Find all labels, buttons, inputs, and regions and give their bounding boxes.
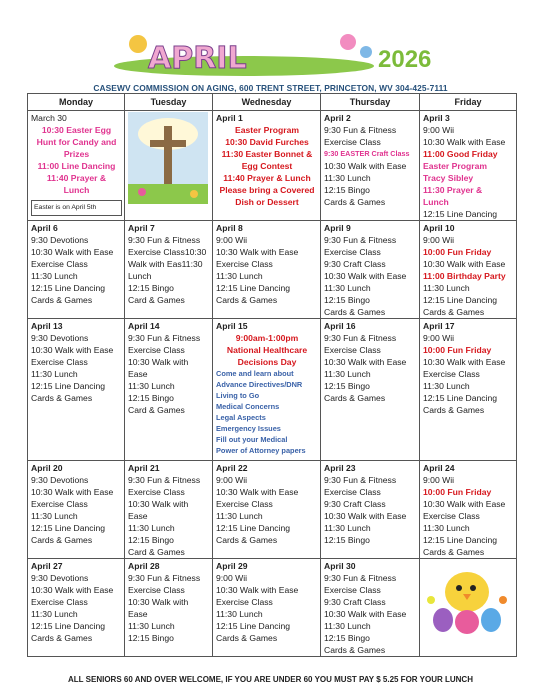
weekday-header-row bbox=[28, 94, 517, 111]
event-line: Cards & Games bbox=[423, 547, 485, 557]
event-line: 9:00 Wii bbox=[423, 333, 455, 343]
event-line: Cards & Games bbox=[324, 645, 386, 655]
day-date: April 6 bbox=[31, 223, 58, 233]
banner-letters: APRIL bbox=[148, 41, 247, 76]
event-line: 12:15 Line Dancing bbox=[31, 381, 106, 391]
day-date: April 17 bbox=[423, 321, 455, 331]
calendar-header bbox=[0, 0, 541, 92]
event-line: Ease bbox=[128, 511, 148, 521]
day-cell-apr27 bbox=[28, 559, 125, 657]
event-line: 9:30 Fun & Fitness bbox=[128, 573, 201, 583]
event-line: 11:30 Lunch bbox=[128, 381, 175, 391]
event-line: Egg Contest bbox=[241, 161, 293, 171]
event-line: Exercise Class bbox=[128, 585, 185, 595]
day-date: April 16 bbox=[324, 321, 356, 331]
event-line: 12:15 Bingo bbox=[324, 633, 370, 643]
event-line: Easter Program bbox=[234, 125, 299, 135]
day-cell-apr20 bbox=[28, 461, 125, 559]
calendar-grid bbox=[27, 93, 517, 657]
event-line: Ease bbox=[128, 609, 148, 619]
event-title: Decisions Day bbox=[237, 357, 297, 367]
event-line: 10:30 Walk with Ease bbox=[324, 511, 407, 521]
event-line: 10:30 Walk with Ease bbox=[423, 259, 506, 269]
event-line: 11:00 Line Dancing bbox=[37, 161, 116, 171]
event-line: 11:30 Lunch bbox=[216, 271, 263, 281]
event-line: Exercise Class bbox=[31, 597, 88, 607]
event-line: 9:30 Fun & Fitness bbox=[324, 235, 397, 245]
event-line: Exercise Class10:30 bbox=[128, 247, 207, 257]
info-line: Legal Aspects bbox=[216, 413, 266, 422]
event-line: 11:30 Lunch bbox=[31, 271, 78, 281]
event-line: 9:30 Devotions bbox=[31, 573, 89, 583]
event-line: Cards & Games bbox=[31, 633, 93, 643]
event-line: 11:30 Easter Bonnet & bbox=[221, 149, 313, 159]
event-time: 9:00am-1:00pm bbox=[235, 333, 299, 343]
event-line: 11:40 Prayer & Lunch bbox=[223, 173, 311, 183]
event-line: 10:30 Walk with Ease bbox=[423, 499, 506, 509]
event-line: 12:15 Line Dancing bbox=[423, 295, 498, 305]
event-line: Cards & Games bbox=[324, 393, 386, 403]
event-line: Exercise Class bbox=[324, 585, 381, 595]
event-line: Lunch bbox=[423, 197, 449, 207]
event-line: Exercise Class bbox=[31, 357, 88, 367]
event-line: Exercise Class bbox=[128, 487, 185, 497]
day-cell-apr29 bbox=[213, 559, 321, 657]
event-line: 10:30 Walk with bbox=[128, 357, 189, 367]
day-date: April 10 bbox=[423, 223, 455, 233]
event-line: 11:30 Lunch bbox=[423, 523, 470, 533]
day-cell-apr6 bbox=[28, 221, 125, 319]
event-line: 12:15 Line Dancing bbox=[31, 283, 106, 293]
event-line: 9:30 Craft Class bbox=[324, 259, 386, 269]
event-line: 12:15 Bingo bbox=[128, 393, 174, 403]
event-line: 12:15 Line Dancing bbox=[216, 621, 291, 631]
event-line: 11:30 Lunch bbox=[31, 369, 78, 379]
event-line: 11:30 Lunch bbox=[216, 609, 263, 619]
event-line: 11:30 Lunch bbox=[31, 609, 78, 619]
event-line: Cards & Games bbox=[216, 295, 278, 305]
event-line: 12:15 Line Dancing bbox=[423, 209, 498, 219]
day-cell-apr30 bbox=[321, 559, 420, 657]
day-date: April 24 bbox=[423, 463, 455, 473]
event-line: Ease bbox=[128, 369, 148, 379]
event-line: 12:15 Bingo bbox=[128, 633, 174, 643]
event-line: 11:30 Lunch bbox=[31, 511, 78, 521]
day-date: April 22 bbox=[216, 463, 248, 473]
event-line: Easter Program bbox=[423, 161, 488, 171]
organization-subtitle: CASEWV COMMISSION ON AGING, 600 TRENT STREET, PRINCETON, WV 304-425-7111 bbox=[93, 83, 448, 93]
event-line: 9:00 Wii bbox=[423, 125, 455, 135]
event-line: Cards & Games bbox=[216, 535, 278, 545]
event-line: Dish or Dessert bbox=[235, 197, 299, 207]
event-line: Hunt for Candy and bbox=[36, 137, 117, 147]
event-line: 9:30 Fun & Fitness bbox=[128, 333, 201, 343]
event-line: 12:15 Line Dancing bbox=[31, 523, 106, 533]
event-line: 9:30 Devotions bbox=[31, 475, 89, 485]
easter-note: Easter is on April 5th bbox=[31, 200, 122, 216]
event-line: 9:30 Fun & Fitness bbox=[128, 475, 201, 485]
event-line: Cards & Games bbox=[324, 307, 386, 317]
day-cell-apr15 bbox=[213, 319, 321, 461]
event-line: 9:00 Wii bbox=[216, 573, 248, 583]
event-line: 11:30 Lunch bbox=[423, 381, 470, 391]
event-line: 9:30 Fun & Fitness bbox=[324, 125, 397, 135]
year-label: 2026 bbox=[378, 46, 432, 73]
event-line: 10:30 Walk with Ease bbox=[216, 247, 299, 257]
day-date: April 21 bbox=[128, 463, 160, 473]
easter-cross-image bbox=[128, 112, 208, 204]
event-line: 10:30 Walk with Ease bbox=[423, 137, 506, 147]
event-line: 10:30 Walk with bbox=[128, 499, 189, 509]
event-line: 10:30 Walk with Ease bbox=[324, 271, 407, 281]
event-line: Exercise Class bbox=[216, 259, 273, 269]
event-line: Lunch bbox=[128, 271, 152, 281]
event-line: 11:40 Prayer & bbox=[46, 173, 107, 183]
event-line: 9:30 Fun & Fitness bbox=[324, 573, 397, 583]
event-line: Cards & Games bbox=[31, 393, 93, 403]
day-cell-mar31 bbox=[125, 111, 213, 221]
event-line: Exercise Class bbox=[128, 345, 185, 355]
info-line: Power of Attorney papers bbox=[216, 446, 306, 455]
event-line: 10:30 Walk with Ease bbox=[31, 585, 114, 595]
weekday-friday: Friday bbox=[420, 94, 517, 111]
day-cell-apr1 bbox=[213, 111, 321, 221]
week-row bbox=[28, 111, 517, 221]
day-cell-mar30 bbox=[28, 111, 125, 221]
weekday-tuesday: Tuesday bbox=[125, 94, 213, 111]
day-cell-apr23 bbox=[321, 461, 420, 559]
event-line: 11:30 Lunch bbox=[216, 511, 263, 521]
event-line: 11:30 Lunch bbox=[324, 523, 371, 533]
day-date: April 15 bbox=[216, 321, 248, 331]
event-line: 12:15 Bingo bbox=[128, 535, 174, 545]
event-line: 11:00 Good Friday bbox=[423, 149, 498, 159]
day-cell-apr13 bbox=[28, 319, 125, 461]
event-line: 11:30 Lunch bbox=[128, 523, 175, 533]
day-cell-apr9 bbox=[321, 221, 420, 319]
day-date: April 20 bbox=[31, 463, 63, 473]
event-line: Card & Games bbox=[128, 295, 185, 305]
event-line: Exercise Class bbox=[216, 597, 273, 607]
day-date: April 9 bbox=[324, 223, 351, 233]
day-cell-may1-blank bbox=[420, 559, 517, 657]
event-line: Prizes bbox=[63, 149, 90, 159]
event-line: 9:00 Wii bbox=[423, 475, 455, 485]
event-line: 12:15 Line Dancing bbox=[423, 535, 498, 545]
event-line: 10:00 Fun Friday bbox=[423, 345, 492, 355]
event-line: 10:30 Walk with Ease bbox=[31, 345, 114, 355]
event-line: 12:15 Bingo bbox=[128, 283, 174, 293]
event-line: Exercise Class bbox=[324, 487, 381, 497]
event-line: 10:30 Walk with Ease bbox=[31, 247, 114, 257]
event-line: 9:00 Wii bbox=[423, 235, 455, 245]
event-line: Cards & Games bbox=[31, 535, 93, 545]
event-line: Card & Games bbox=[128, 405, 185, 415]
day-date: April 14 bbox=[128, 321, 160, 331]
event-line: 11:30 Prayer & bbox=[423, 185, 483, 195]
day-cell-apr16 bbox=[321, 319, 420, 461]
day-date: April 13 bbox=[31, 321, 63, 331]
day-cell-apr3 bbox=[420, 111, 517, 221]
event-line: 10:30 David Furches bbox=[225, 137, 309, 147]
day-cell-apr28 bbox=[125, 559, 213, 657]
event-line: 10:30 Walk with bbox=[128, 597, 189, 607]
event-line: Exercise Class bbox=[216, 499, 273, 509]
event-line: Cards & Games bbox=[216, 633, 278, 643]
event-line: 10:30 Walk with Ease bbox=[216, 585, 299, 595]
event-line: 10:30 Walk with Ease bbox=[324, 161, 407, 171]
event-line: 12:15 Line Dancing bbox=[216, 283, 291, 293]
day-date: April 29 bbox=[216, 561, 248, 571]
event-line: 9:30 Devotions bbox=[31, 235, 89, 245]
day-cell-apr17 bbox=[420, 319, 517, 461]
event-line: Tracy Sibley bbox=[423, 173, 474, 183]
event-line: 10:30 Easter Egg bbox=[41, 125, 112, 135]
week-row bbox=[28, 221, 517, 319]
day-cell-apr10 bbox=[420, 221, 517, 319]
event-line: 11:30 Lunch bbox=[324, 283, 371, 293]
day-cell-apr8 bbox=[213, 221, 321, 319]
day-date: March 30 bbox=[31, 113, 67, 123]
event-line: 9:30 EASTER Craft Class bbox=[324, 149, 410, 158]
event-line: 11:30 Lunch bbox=[324, 621, 371, 631]
event-line: 10:00 Fun Friday bbox=[423, 247, 492, 257]
event-line: Exercise Class bbox=[423, 511, 480, 521]
event-line: 9:00 Wii bbox=[216, 475, 248, 485]
event-line: 12:15 Line Dancing bbox=[31, 621, 106, 631]
day-date: April 23 bbox=[324, 463, 356, 473]
info-line: Advance Directives/DNR bbox=[216, 380, 303, 389]
event-line: 12:15 Bingo bbox=[324, 535, 370, 545]
event-line: Cards & Games bbox=[31, 295, 93, 305]
event-line: Cards & Games bbox=[324, 197, 386, 207]
event-line: Exercise Class bbox=[324, 345, 381, 355]
event-line: 9:30 Fun & Fitness bbox=[128, 235, 201, 245]
info-line: Medical Concerns bbox=[216, 402, 280, 411]
day-date: April 30 bbox=[324, 561, 356, 571]
weekday-thursday: Thursday bbox=[321, 94, 420, 111]
event-line: 11:30 Lunch bbox=[324, 369, 371, 379]
event-line: 10:30 Walk with Ease bbox=[216, 487, 299, 497]
event-line: 11:30 Lunch bbox=[423, 283, 470, 293]
day-date: April 2 bbox=[324, 113, 351, 123]
april-banner-graphic bbox=[108, 30, 380, 76]
day-date: April 28 bbox=[128, 561, 160, 571]
event-line: 12:15 Bingo bbox=[324, 185, 370, 195]
day-date: April 7 bbox=[128, 223, 155, 233]
day-date: April 3 bbox=[423, 113, 450, 123]
lunch-policy-footer: ALL SENIORS 60 AND OVER WELCOME, IF YOU ARE UNDER 60 YOU MUST PAY $ 5.25 FOR YOUR LUNCH bbox=[68, 675, 473, 684]
event-line: 9:30 Fun & Fitness bbox=[324, 475, 397, 485]
event-line: 10:30 Walk with Ease bbox=[324, 357, 407, 367]
event-title: National Healthcare bbox=[226, 345, 308, 355]
day-cell-apr22 bbox=[213, 461, 321, 559]
event-line: Exercise Class bbox=[324, 137, 381, 147]
event-line: Please bring a Covered bbox=[219, 185, 315, 195]
event-line: 10:00 Fun Friday bbox=[423, 487, 492, 497]
event-line: 10:30 Walk with Ease bbox=[31, 487, 114, 497]
event-line: 12:15 Line Dancing bbox=[216, 523, 291, 533]
info-line: Fill out your Medical bbox=[216, 435, 288, 444]
day-cell-apr2 bbox=[321, 111, 420, 221]
info-line: Come and learn about bbox=[216, 369, 294, 378]
day-date: April 27 bbox=[31, 561, 63, 571]
day-cell-apr14 bbox=[125, 319, 213, 461]
event-line: 11:30 Lunch bbox=[128, 621, 175, 631]
info-line: Living to Go bbox=[216, 391, 260, 400]
week-row bbox=[28, 559, 517, 657]
event-line: 12:15 Bingo bbox=[324, 381, 370, 391]
day-cell-apr7 bbox=[125, 221, 213, 319]
event-line: Lunch bbox=[63, 185, 90, 195]
day-cell-apr24 bbox=[420, 461, 517, 559]
day-cell-apr21 bbox=[125, 461, 213, 559]
event-line: 11:30 Lunch bbox=[324, 173, 371, 183]
event-line: 10:30 Walk with Ease bbox=[423, 357, 506, 367]
easter-chick-image bbox=[423, 560, 511, 636]
event-line: Cards & Games bbox=[423, 405, 485, 415]
event-line: Exercise Class bbox=[324, 247, 381, 257]
weekday-monday: Monday bbox=[28, 94, 125, 111]
event-line: Walk with Eas11:30 bbox=[128, 259, 203, 269]
day-date: April 8 bbox=[216, 223, 243, 233]
event-line: 12:15 Bingo bbox=[324, 295, 370, 305]
event-line: 9:00 Wii bbox=[216, 235, 248, 245]
event-line: 11:00 Birthday Party bbox=[423, 271, 506, 281]
day-date: April 1 bbox=[216, 113, 243, 123]
event-line: 12:15 Line Dancing bbox=[423, 393, 498, 403]
event-line: 9:30 Fun & Fitness bbox=[324, 333, 397, 343]
event-line: 10:30 Walk with Ease bbox=[324, 609, 407, 619]
event-line: 9:30 Craft Class bbox=[324, 597, 386, 607]
event-line: Exercise Class bbox=[423, 369, 480, 379]
week-row bbox=[28, 461, 517, 559]
weekday-wednesday: Wednesday bbox=[213, 94, 321, 111]
event-line: 9:30 Devotions bbox=[31, 333, 89, 343]
event-line: Cards & Games bbox=[423, 307, 485, 317]
event-line: Exercise Class bbox=[31, 259, 88, 269]
info-line: Emergency Issues bbox=[216, 424, 281, 433]
event-line: 9:30 Craft Class bbox=[324, 499, 386, 509]
week-row bbox=[28, 319, 517, 461]
event-line: Exercise Class bbox=[31, 499, 88, 509]
event-line: Card & Games bbox=[128, 547, 185, 557]
